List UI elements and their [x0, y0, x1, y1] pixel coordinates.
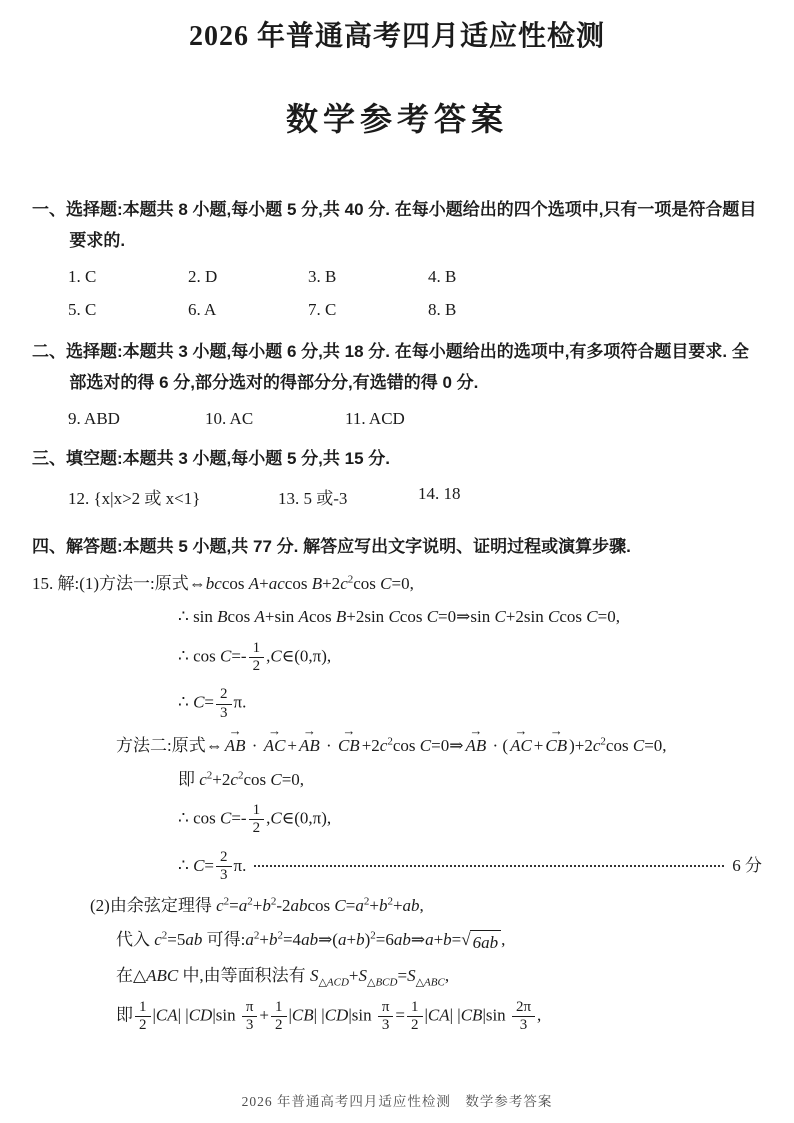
formula-text: · [321, 735, 336, 755]
formula-text: 方法二:原式⇔ [116, 735, 223, 755]
solution-line [116, 998, 762, 1036]
math-variable: CA [427, 1005, 450, 1025]
formula-text: + [348, 966, 359, 986]
formula-text: ∴ [178, 693, 194, 713]
answer-item: 11. ACD [345, 408, 405, 428]
section-fill-blank [32, 443, 762, 509]
math-variable: b [268, 929, 278, 949]
math-variable: C [388, 607, 400, 627]
fraction-numerator: 1 [271, 999, 287, 1017]
section-solutions [32, 531, 762, 1035]
formula-text: 6 分 [732, 856, 762, 876]
subscript: △BCD [367, 976, 398, 989]
math-variable: ab [290, 896, 308, 916]
subscript: △ABC [415, 976, 445, 989]
formula-text: ∴ cos [178, 808, 220, 828]
formula-text: | [152, 1005, 156, 1025]
solution-line [90, 894, 762, 919]
formula-text: =5 [167, 929, 186, 949]
formula-text: = [345, 896, 356, 916]
formula-text: 即 [116, 1005, 133, 1025]
fraction-denominator: 2 [411, 1017, 419, 1034]
formula-text: + [259, 929, 269, 949]
math-variable: C [380, 573, 392, 593]
math-variable: C [219, 808, 232, 828]
page-footer: 2026 年普通高考四月适应性检测 数学参考答案 [241, 1094, 553, 1109]
formula-text: (2)由余弦定理得 [90, 896, 217, 916]
single-choice-heading: 一、选择题:本题共 8 小题,每小题 5 分,共 40 分. 在每小题给出的四个选项中,只有一项是符合题目要求的. [32, 200, 757, 251]
superscript: 2 [223, 895, 230, 908]
fraction-numerator: 1 [135, 999, 151, 1017]
formula-text: ∴ [178, 856, 194, 876]
formula-text: · [247, 735, 262, 755]
solution-line [116, 732, 762, 759]
fraction-denominator: 3 [245, 1017, 254, 1034]
formula-text: ∈(0,π), [281, 808, 332, 828]
formula-text: | | [449, 1005, 461, 1025]
multi-choice-answers [68, 409, 762, 429]
math-variable: A [248, 573, 260, 593]
fraction-numerator: π [378, 999, 394, 1017]
math-variable: C [270, 808, 282, 828]
fraction-denominator: 3 [220, 704, 228, 721]
math-variable: CD [188, 1005, 213, 1025]
square-root [461, 930, 501, 956]
math-variable: b [262, 896, 271, 916]
superscript: 2 [277, 929, 283, 942]
answer-item: 13. 5 或-3 [278, 489, 348, 509]
math-variable: a [355, 896, 364, 916]
formula-text: | | [177, 1005, 189, 1025]
fraction [407, 999, 423, 1035]
fraction [378, 999, 394, 1035]
fill-blank-heading: 三、填空题:本题共 3 小题,每小题 5 分,共 15 分. [32, 448, 390, 468]
formula-text: -2 [276, 896, 291, 916]
math-variable: S [358, 966, 367, 986]
math-variable: b [356, 929, 365, 949]
math-variable: B [217, 607, 228, 627]
superscript: 2 [206, 768, 213, 781]
math-variable: ab [402, 896, 420, 916]
formula-text: , [266, 808, 271, 828]
formula-text: 在△ [116, 966, 147, 986]
fraction [216, 849, 232, 885]
math-variable: C [334, 896, 346, 916]
vector: CB → [545, 732, 567, 759]
formula-text: cos [221, 573, 249, 593]
fraction-denominator: 3 [381, 1017, 390, 1034]
solution-line [178, 768, 762, 793]
formula-text: cos [243, 769, 271, 789]
page-title: 2026 年普通高考四月适应性检测 [188, 21, 605, 52]
fraction [216, 686, 232, 722]
section-single-choice [32, 194, 762, 320]
formula-text: =- [231, 808, 247, 828]
formula-text: = [204, 856, 215, 876]
formula-text: = [229, 896, 239, 916]
math-variable: CB [460, 1005, 483, 1025]
answer-item: 10. AC [205, 408, 254, 428]
math-variable: a [245, 929, 254, 949]
math-variable: ac [268, 573, 285, 593]
math-variable: c [230, 769, 238, 789]
formula-text: + [369, 896, 379, 916]
subscript: △ACD [318, 976, 349, 989]
fraction [249, 802, 265, 838]
math-variable: a [337, 929, 347, 949]
formula-text: + [392, 896, 403, 916]
math-variable: ab [393, 929, 411, 949]
formula-text: +2sin [505, 607, 548, 627]
formula-text: +2sin [346, 607, 389, 627]
formula-text: , [266, 646, 271, 666]
formula-text: cos [399, 607, 427, 627]
formula-text: =- [231, 646, 247, 666]
math-variable: A [254, 607, 265, 627]
formula-text: cos [392, 735, 420, 755]
solutions-heading: 四、解答题:本题共 5 小题,共 77 分. 解答应写出文字说明、证明过程或演算步骤. [32, 537, 631, 557]
formula-text: 15. 解:(1)方法一:原式⇔ [32, 573, 206, 593]
math-variable: CB [291, 1005, 314, 1025]
answer-item: 5. C [68, 299, 97, 319]
vector: CB → [338, 732, 360, 759]
answer-item: 8. B [428, 299, 457, 319]
fraction-numerator: 1 [249, 802, 265, 820]
math-variable: S [407, 966, 416, 986]
formula-text: +2 [322, 573, 341, 593]
formula-text: |sin [348, 1005, 376, 1025]
formula-text: =0⇒ [431, 735, 464, 755]
math-variable: b [378, 896, 388, 916]
formula-text: π. [233, 856, 247, 876]
formula-text: ∴ cos [178, 646, 220, 666]
formula-text: +2 [361, 735, 380, 755]
superscript: 2 [387, 895, 393, 908]
formula-text: + [287, 735, 298, 755]
formula-text: | [288, 1005, 292, 1025]
math-variable: C [193, 693, 205, 713]
answer-item: 3. B [308, 266, 337, 286]
formula-text: + [259, 573, 269, 593]
formula-text: 即 [178, 769, 200, 789]
math-variable: C [270, 646, 282, 666]
formula-text: cos [559, 607, 587, 627]
math-variable: c [154, 929, 162, 949]
fraction-denominator: 2 [252, 820, 261, 837]
math-variable: C [193, 856, 205, 876]
math-variable: a [425, 929, 434, 949]
formula-text: | [424, 1005, 428, 1025]
formula-text: cos [353, 573, 381, 593]
math-variable: c [199, 769, 207, 789]
formula-text: + [252, 896, 263, 916]
math-variable: C [548, 607, 560, 627]
formula-text: 中,由等面积法有 [178, 966, 310, 986]
fraction-denominator: 2 [275, 1017, 283, 1034]
math-variable: c [379, 735, 388, 755]
formula-text: + [346, 929, 357, 949]
math-variable: C [586, 607, 598, 627]
formula-text: · ( [488, 735, 509, 755]
math-variable: S [309, 966, 319, 986]
formula-text: =0, [644, 735, 667, 755]
fraction-denominator: 3 [519, 1017, 528, 1034]
superscript: 2 [363, 895, 370, 908]
superscript: 2 [237, 768, 244, 781]
solution-line [178, 848, 762, 886]
answer-item: 14. 18 [418, 484, 461, 504]
formula-text: ⇒ [410, 929, 426, 949]
fraction-numerator: 2 [216, 849, 232, 867]
formula-text: )+2 [569, 735, 593, 755]
formula-text: , [419, 896, 424, 916]
formula-text: =6 [375, 929, 394, 949]
dotted-leader [254, 865, 724, 867]
formula-text: = [397, 966, 408, 986]
formula-text: +2 [212, 769, 231, 789]
formula-text: + [533, 735, 544, 755]
formula-text: 可得: [202, 929, 246, 949]
math-variable: B [311, 573, 323, 593]
single-choice-answers [68, 267, 762, 320]
math-variable: c [592, 735, 601, 755]
fraction [512, 999, 535, 1035]
math-variable: c [216, 896, 224, 916]
math-variable: C [270, 769, 282, 789]
solution-line [116, 964, 762, 989]
formula-text: cos [605, 735, 633, 755]
question15-solution [32, 572, 762, 1036]
answer-item: 9. ABD [68, 408, 120, 428]
fraction-numerator: 2 [216, 686, 232, 704]
formula-text: , [501, 929, 506, 949]
superscript: 2 [387, 735, 393, 748]
vector: AB → [225, 732, 246, 759]
math-variable: B [335, 607, 347, 627]
math-variable: C [494, 607, 506, 627]
formula-text: cos [308, 607, 336, 627]
vector: AB → [299, 732, 320, 759]
formula-text: , [444, 966, 450, 986]
math-variable: C [632, 735, 645, 755]
formula-text: cos [227, 607, 255, 627]
fraction-numerator: π [242, 999, 258, 1017]
fraction [135, 999, 151, 1035]
superscript: 2 [161, 929, 168, 942]
formula-text: ⇒( [318, 929, 338, 949]
math-variable: a [238, 896, 248, 916]
vector: AC → [510, 732, 532, 759]
formula-text: =0⇒sin [438, 607, 495, 627]
fraction [242, 999, 258, 1035]
math-variable: C [219, 646, 232, 666]
solution-line [178, 605, 762, 630]
answer-item: 4. B [428, 266, 457, 286]
radical-sign: √ [461, 929, 471, 949]
solution-line [116, 928, 762, 956]
formula-text: 代入 [116, 929, 155, 949]
formula-text: cos [307, 896, 335, 916]
fraction [249, 640, 265, 676]
superscript: 2 [270, 895, 277, 908]
superscript: 2 [347, 572, 354, 585]
section-multi-choice [32, 336, 762, 429]
multi-choice-heading: 二、选择题:本题共 3 小题,每小题 6 分,共 18 分. 在每小题给出的选项中,有多项符合题目要求. 全部选对的得 6 分,部分选对的得部分分,有选错的得 0 分. [32, 341, 749, 393]
formula-text: + [259, 1005, 269, 1025]
math-variable: ab [301, 929, 319, 949]
formula-text: π. [233, 693, 247, 713]
superscript: 2 [370, 929, 376, 942]
superscript: 2 [247, 895, 253, 908]
fraction-denominator: 2 [139, 1017, 147, 1034]
math-variable: c [340, 573, 348, 593]
fraction [271, 999, 287, 1035]
formula-text: = [451, 929, 462, 949]
formula-text: =0, [391, 573, 414, 593]
formula-text: , [537, 1005, 542, 1025]
formula-text: |sin [482, 1005, 510, 1025]
answer-item: 6. A [188, 299, 217, 319]
math-variable: C [419, 735, 432, 755]
math-variable: b [443, 929, 452, 949]
answer-item: 7. C [308, 299, 337, 319]
math-variable: bc [205, 573, 222, 593]
formula-text: =0, [597, 607, 620, 627]
page-subtitle: 数学参考答案 [285, 101, 508, 137]
math-variable: A [298, 607, 309, 627]
formula-text: +sin [264, 607, 299, 627]
vector: AC → [264, 732, 286, 759]
formula-text: + [433, 929, 444, 949]
solution-line [178, 801, 762, 839]
formula-text: = [395, 1005, 405, 1025]
formula-text: cos [284, 573, 312, 593]
math-variable: ab [185, 929, 203, 949]
formula-text: =4 [282, 929, 302, 949]
superscript: 2 [253, 929, 260, 942]
fill-blank-answers [68, 484, 762, 509]
radicand: 6ab [470, 930, 502, 956]
formula-text: = [204, 693, 215, 713]
superscript: 2 [600, 735, 606, 748]
formula-text: |sin [212, 1005, 240, 1025]
answer-item: 1. C [68, 266, 97, 286]
solution-line [32, 572, 762, 597]
formula-text: =0, [281, 769, 305, 789]
answer-item: 2. D [188, 266, 218, 286]
fraction-denominator: 3 [220, 866, 228, 883]
solution-line [178, 685, 762, 723]
answer-item: 12. {x|x>2 或 x<1} [68, 489, 201, 509]
math-variable: CA [155, 1005, 178, 1025]
formula-text: ) [364, 929, 371, 949]
math-variable: ABC [146, 966, 179, 986]
fraction-denominator: 2 [252, 658, 261, 675]
fraction-numerator: 2π [512, 999, 535, 1017]
fraction-numerator: 1 [249, 640, 265, 658]
formula-text: | | [313, 1005, 325, 1025]
solution-line [178, 639, 762, 677]
math-variable: C [426, 607, 439, 627]
fraction-numerator: 1 [407, 999, 423, 1017]
formula-text: ∴ sin [178, 607, 218, 627]
vector: AB → [465, 732, 486, 759]
formula-text: ∈(0,π), [281, 646, 332, 666]
math-variable: CD [324, 1005, 349, 1025]
